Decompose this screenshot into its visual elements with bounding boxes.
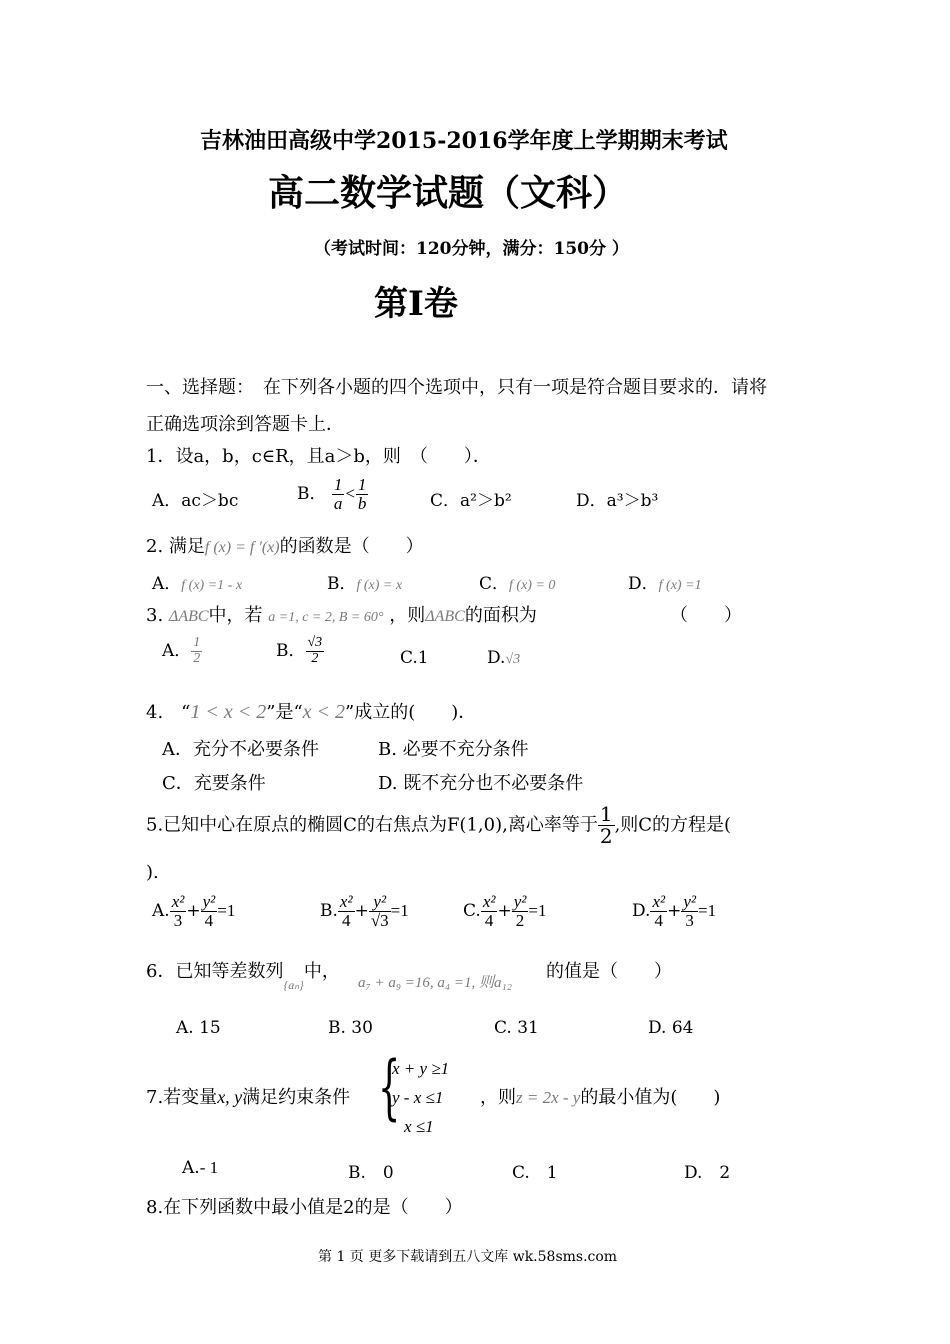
q1-option-b: B． $\frac{1}{a}$ < $\frac{1}{b}$ bbox=[297, 475, 367, 513]
q1-option-a: A．ac＞bc bbox=[152, 491, 239, 511]
constraint-brace: { bbox=[378, 1046, 401, 1128]
school-line: 吉林油田高级中学2015-2016学年度上学期期末考试 bbox=[200, 128, 728, 154]
q1-option-d: D．a³＞b³ bbox=[576, 491, 659, 511]
q1-option-c: C．a²＞b² bbox=[430, 491, 512, 511]
q6-option-a: A. 15 bbox=[176, 1018, 221, 1038]
q3-stem: 3. ΔABC中，若 a =1, c = 2, B = 60° ，则ΔABC的面积为 bbox=[146, 605, 537, 626]
q4-option-d: D. 既不充分也不必要条件 bbox=[378, 773, 584, 794]
q5-stem-end: ). bbox=[146, 862, 159, 883]
q2-option-a: A．f (x) =1 - x bbox=[152, 574, 243, 594]
q7-option-c: C. 1 bbox=[512, 1163, 558, 1183]
q5-option-c: C. $\frac{\text{x²}}{4}$ + $\frac{\text{y²}}{2}$ =1 bbox=[463, 892, 547, 930]
q7-option-a: A.- 1 bbox=[182, 1158, 219, 1178]
volume-title: 第Ⅰ卷 bbox=[374, 284, 458, 324]
q7-constraint-3: x ≤1 bbox=[404, 1117, 434, 1136]
q7-constraint-1: x + y ≥1 bbox=[392, 1059, 450, 1078]
q5-stem: 5.已知中心在原点的椭圆C的右焦点为F(1,0),离心率等于 $\frac{1}{2}$ ,则C的方程是( bbox=[146, 802, 732, 848]
q5-option-b: B. $\frac{\text{x²}}{4}$ + $\frac{\text{y²}}{√3}$ =1 bbox=[320, 892, 409, 930]
q3-option-a: A． $\frac{1}{2}$ bbox=[162, 635, 201, 666]
exam-info: （考试时间：120分钟，满分：150分 ） bbox=[314, 239, 629, 259]
q6-condition: a₇ + a₉ =16, a₄ =1, 则a₁₂ bbox=[358, 975, 512, 991]
q2-option-c: C．f (x) = 0 bbox=[479, 574, 556, 594]
exam-title: 高二数学试题（文科） bbox=[268, 172, 629, 214]
q3-option-c: C.1 bbox=[400, 648, 429, 668]
q5-option-a: A. $\frac{\text{x²}}{3}$ + $\frac{\text{y²}}{4}$ =1 bbox=[152, 892, 236, 930]
q2-option-b: B．f (x) = x bbox=[327, 574, 403, 594]
q7-option-b: B. 0 bbox=[348, 1163, 394, 1183]
q6-option-d: D. 64 bbox=[648, 1018, 694, 1038]
q3-option-d: D.√3 bbox=[487, 648, 521, 668]
section-heading-line2: 正确选项涂到答题卡上． bbox=[146, 414, 344, 435]
q3-option-b: B． $\frac{√3}{2}$ bbox=[276, 635, 323, 666]
q4-stem: 4. “1 < x < 2”是“x < 2”成立的( )． bbox=[146, 701, 477, 723]
page-footer: 第 1 页 更多下载请到五八文库 wk.58sms.com bbox=[318, 1249, 618, 1265]
q2-stem: 2. 满足f (x) = f ′(x)的函数是（ ） bbox=[146, 536, 424, 557]
q6-stem-post: 的值是（ ） bbox=[546, 961, 672, 982]
q6-stem: 6．已知等差数列$_{\{a_n\}}$中， bbox=[146, 961, 340, 992]
q1-stem: 1．设a，b，c∈R，且a＞b，则 （ ）． bbox=[146, 446, 491, 467]
q2-option-d: D．f (x) =1 bbox=[628, 574, 702, 594]
q7-constraint-2: y - x ≤1 bbox=[392, 1088, 444, 1107]
q7-stem-post: ，则z = 2x - y的最小值为( ) bbox=[480, 1087, 721, 1108]
q6-option-c: C. 31 bbox=[494, 1018, 539, 1038]
q7-option-d: D. 2 bbox=[684, 1163, 731, 1183]
q4-option-c: C．充要条件 bbox=[162, 773, 266, 794]
q3-answer-paren: （ ） bbox=[670, 605, 742, 626]
q7-stem: 7.若变量x, y满足约束条件 bbox=[146, 1087, 351, 1108]
q6-option-b: B. 30 bbox=[328, 1018, 373, 1038]
section-heading-line1: 一、选择题： 在下列各小题的四个选项中，只有一项是符合题目要求的．请将 bbox=[146, 377, 767, 398]
q4-option-b: B. 必要不充分条件 bbox=[378, 739, 529, 760]
q4-option-a: A．充分不必要条件 bbox=[162, 739, 319, 760]
q5-option-d: D. $\frac{\text{x²}}{4}$ + $\frac{\text{y²}}{3}$ =1 bbox=[632, 892, 717, 930]
q8-stem: 8.在下列函数中最小值是2的是（ ） bbox=[146, 1197, 463, 1218]
